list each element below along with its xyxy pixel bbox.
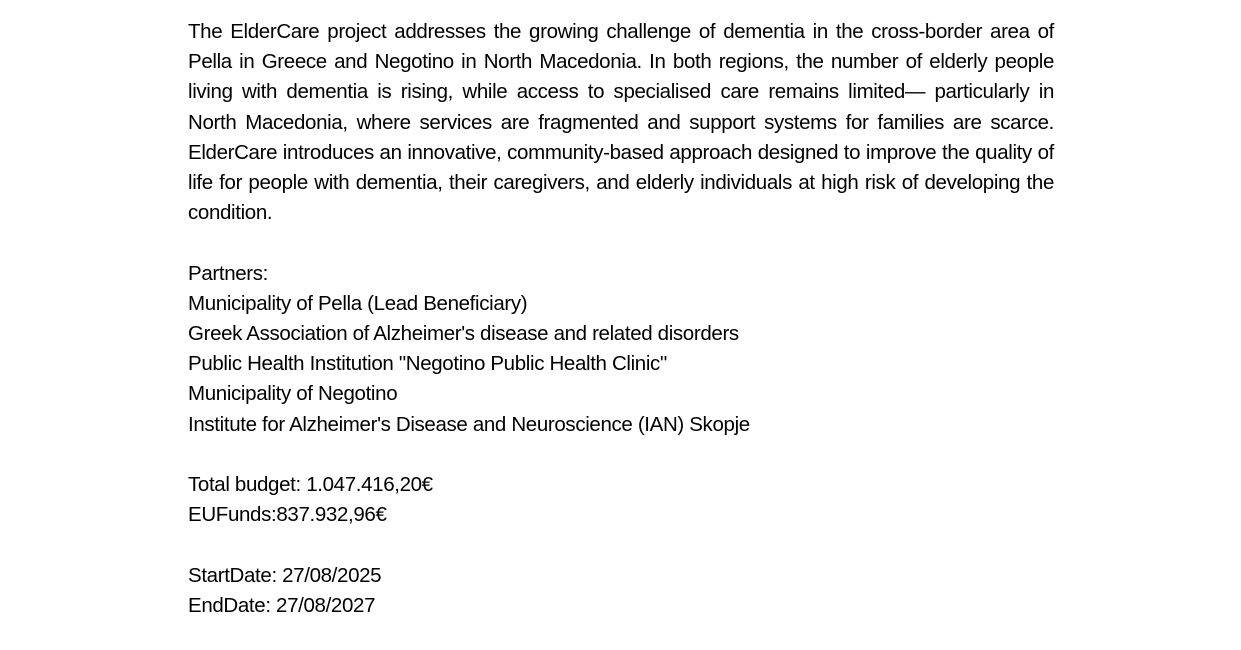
partner-item: Municipality of Negotino [188, 382, 398, 406]
partner-item: Public Health Institution "Negotino Public Health Clinic" [188, 352, 667, 376]
partners-section [188, 259, 1054, 440]
eu-funds: EUFunds:837.932,96€ [188, 503, 387, 527]
partner-item: Greek Association of Alzheimer's disease and related disorders [188, 322, 739, 346]
dates-section [188, 561, 1054, 621]
budget-section [188, 470, 1054, 530]
partner-item: Institute for Alzheimer's Disease and Neuroscience (IAN) Skopje [188, 412, 750, 436]
total-budget: Total budget: 1.047.416,20€ [188, 473, 433, 497]
intro-paragraph: The ElderCare project addresses the growing challenge of dementia in the cross-border area of Pella in Greece and Negotino in North Macedonia. In both regions, the number of elderly people living with dementia is rising, while access to specialised care remains limited— particularly in North Macedonia, where services are fragmented and support systems for families are scarce. ElderCare introduces an innovative, community-based approach designed to improve the quality of life for people with dementia, their caregivers, and elderly individuals at high risk of developing the condition. [188, 20, 1054, 225]
start-date: StartDate: 27/08/2025 [188, 563, 382, 587]
partner-item: Municipality of Pella (Lead Beneficiary) [188, 291, 528, 315]
partners-heading: Partners: [188, 261, 269, 285]
end-date: EndDate: 27/08/2027 [188, 593, 376, 617]
document-body [188, 17, 1054, 621]
